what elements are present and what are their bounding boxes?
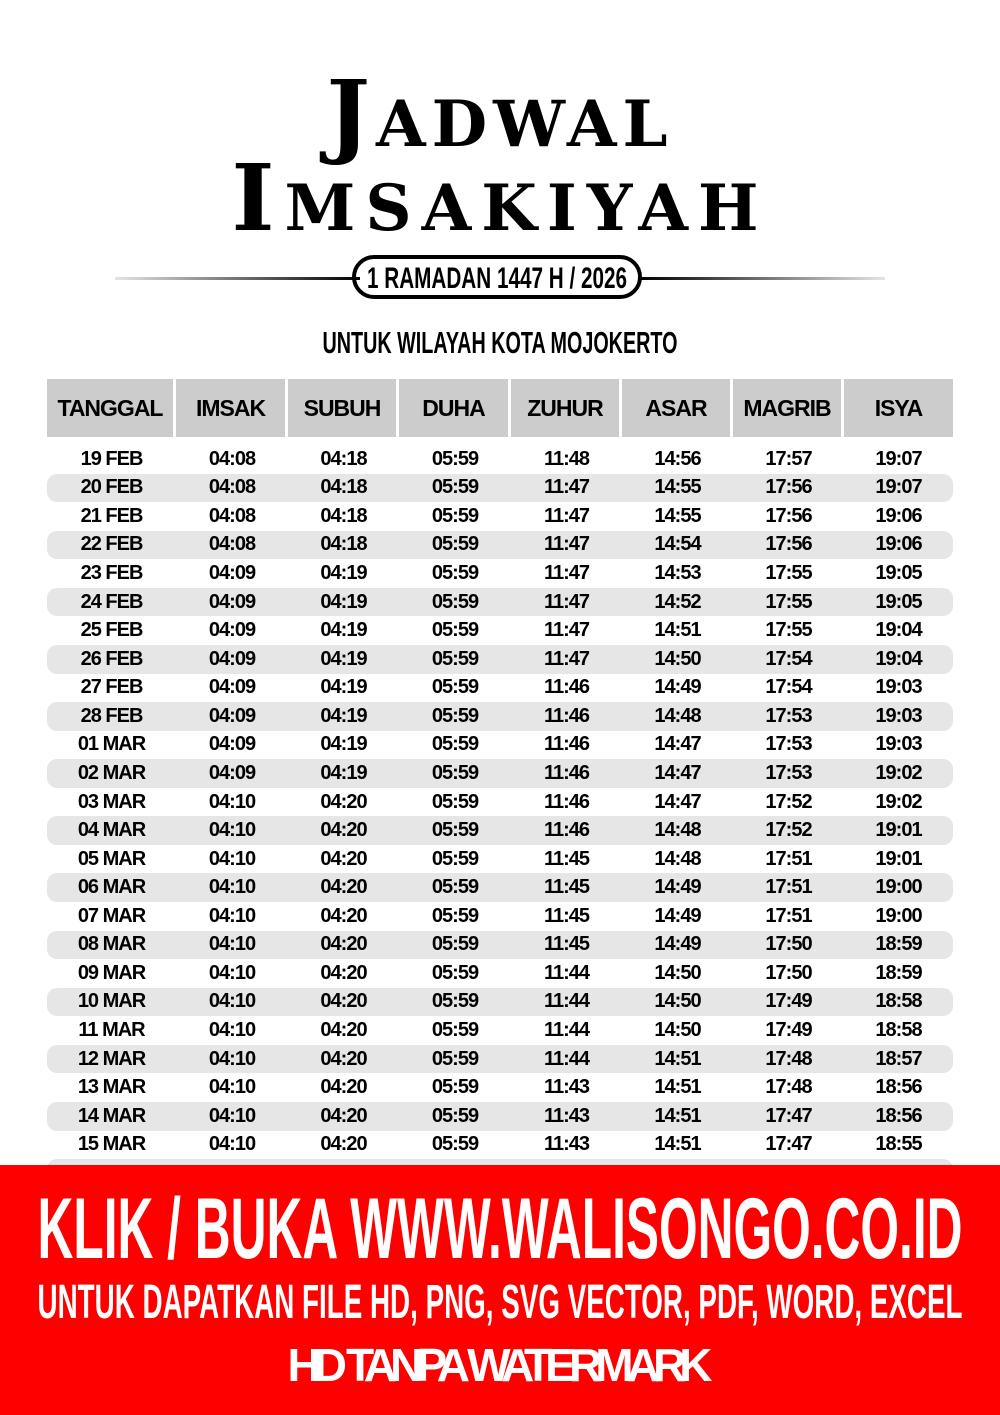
cell-asar: 14:51 [654, 1133, 701, 1156]
cell-tanggal: 23 FEB [80, 562, 143, 585]
cell-tanggal: 07 MAR [77, 904, 146, 927]
cell-duha: 05:59 [431, 761, 479, 784]
cell-imsak: 04:09 [208, 733, 256, 756]
table-row [47, 445, 953, 474]
cell-isya: 18:59 [875, 933, 922, 956]
cell-duha: 05:59 [431, 504, 479, 527]
cell-asar: 14:49 [654, 676, 701, 699]
cell-asar: 14:51 [654, 619, 701, 642]
cell-imsak: 04:09 [208, 562, 256, 585]
cell-duha: 05:59 [431, 819, 479, 842]
banner-line-3-svg [0, 1337, 1000, 1392]
cell-duha: 05:59 [431, 733, 479, 756]
cell-imsak: 04:09 [208, 619, 256, 642]
cell-imsak: 04:08 [208, 533, 256, 556]
cell-zuhur: 11:46 [543, 819, 590, 842]
cell-subuh: 04:20 [320, 1019, 367, 1042]
column-header-duha: DUHA [399, 379, 508, 437]
cell-isya: 19:02 [875, 790, 922, 813]
cell-zuhur: 11:46 [543, 704, 590, 727]
cell-asar: 14:52 [654, 590, 701, 613]
table-row [47, 1016, 953, 1045]
cell-zuhur: 11:43 [543, 1104, 590, 1127]
table-row [47, 702, 953, 731]
cell-magrib: 17:53 [765, 761, 812, 784]
schedule-table-body [47, 445, 953, 1188]
cell-imsak: 04:09 [208, 590, 256, 613]
cell-zuhur: 11:47 [543, 647, 590, 670]
cell-tanggal: 19 FEB [80, 447, 143, 470]
cell-magrib: 17:52 [765, 790, 812, 813]
cell-subuh: 04:19 [320, 733, 367, 756]
cell-zuhur: 11:47 [543, 533, 590, 556]
cell-zuhur: 11:47 [543, 590, 590, 613]
cell-isya: 18:56 [875, 1076, 922, 1099]
cell-asar: 14:50 [654, 1019, 701, 1042]
cell-isya: 19:01 [875, 847, 922, 870]
cell-asar: 14:54 [654, 533, 701, 556]
cell-magrib: 17:48 [765, 1076, 812, 1099]
cell-zuhur: 11:44 [543, 1019, 590, 1042]
cell-subuh: 04:19 [320, 562, 367, 585]
cell-zuhur: 11:48 [543, 447, 590, 470]
cell-isya: 18:58 [875, 1019, 922, 1042]
cell-zuhur: 11:47 [543, 619, 590, 642]
cell-imsak: 04:09 [208, 676, 256, 699]
cell-subuh: 04:20 [320, 933, 367, 956]
divider-left [115, 277, 360, 280]
cell-zuhur: 11:45 [543, 933, 590, 956]
cell-duha: 05:59 [431, 790, 479, 813]
cell-imsak: 04:10 [208, 876, 256, 899]
cell-zuhur: 11:44 [543, 1047, 590, 1070]
cell-imsak: 04:10 [208, 1133, 256, 1156]
table-row [47, 788, 953, 817]
cell-tanggal: 21 FEB [80, 504, 143, 527]
table-row [47, 474, 953, 503]
cell-isya: 19:03 [875, 704, 922, 727]
cell-zuhur: 11:46 [543, 733, 590, 756]
promo-banner[interactable] [0, 1165, 1000, 1415]
cell-magrib: 17:47 [765, 1133, 812, 1156]
cell-isya: 18:59 [875, 961, 922, 984]
table-row [47, 588, 953, 617]
cell-magrib: 17:52 [765, 819, 812, 842]
cell-isya: 18:57 [875, 1047, 922, 1070]
cell-subuh: 04:19 [320, 761, 367, 784]
cell-magrib: 17:55 [765, 562, 812, 585]
cell-zuhur: 11:47 [543, 476, 590, 499]
table-row [47, 502, 953, 531]
table-row [47, 731, 953, 760]
cell-imsak: 04:10 [208, 961, 256, 984]
cell-subuh: 04:19 [320, 704, 367, 727]
cell-isya: 19:04 [875, 619, 922, 642]
cell-subuh: 04:18 [320, 504, 367, 527]
table-row [47, 674, 953, 703]
cell-magrib: 17:57 [765, 447, 812, 470]
cell-asar: 14:50 [654, 647, 701, 670]
cell-duha: 05:59 [431, 1104, 479, 1127]
cell-isya: 19:04 [875, 647, 922, 670]
cell-duha: 05:59 [431, 904, 479, 927]
table-row [47, 873, 953, 902]
cell-magrib: 17:51 [765, 904, 812, 927]
region-text: UNTUK WILAYAH KOTA MOJOKERTO [322, 325, 678, 360]
cell-imsak: 04:10 [208, 1104, 256, 1127]
cell-imsak: 04:09 [208, 647, 256, 670]
cell-tanggal: 20 FEB [80, 476, 143, 499]
cell-subuh: 04:20 [320, 1076, 367, 1099]
cell-isya: 19:07 [875, 476, 922, 499]
cell-subuh: 04:20 [320, 790, 367, 813]
cell-magrib: 17:50 [765, 933, 812, 956]
cell-zuhur: 11:43 [543, 1133, 590, 1156]
cell-subuh: 04:19 [320, 619, 367, 642]
cell-asar: 14:53 [654, 562, 701, 585]
cell-zuhur: 11:46 [543, 761, 590, 784]
table-row [47, 559, 953, 588]
cell-asar: 14:51 [654, 1076, 701, 1099]
column-header-subuh: SUBUH [288, 379, 396, 437]
cell-subuh: 04:19 [320, 647, 367, 670]
cell-tanggal: 04 MAR [77, 819, 146, 842]
table-row [47, 759, 953, 788]
cell-duha: 05:59 [431, 533, 479, 556]
cell-isya: 19:05 [875, 590, 922, 613]
cell-magrib: 17:51 [765, 876, 812, 899]
cell-magrib: 17:54 [765, 676, 812, 699]
cell-subuh: 04:20 [320, 847, 367, 870]
region-subtitle [0, 322, 1000, 362]
cell-magrib: 17:54 [765, 647, 812, 670]
cell-magrib: 17:48 [765, 1047, 812, 1070]
cell-tanggal: 05 MAR [77, 847, 146, 870]
cell-duha: 05:59 [431, 1019, 479, 1042]
table-row [47, 616, 953, 645]
table-row [47, 531, 953, 560]
table-row [47, 1102, 953, 1131]
cell-asar: 14:50 [654, 961, 701, 984]
cell-asar: 14:56 [654, 447, 701, 470]
date-badge [352, 255, 642, 299]
cell-zuhur: 11:47 [543, 504, 590, 527]
cell-duha: 05:59 [431, 647, 479, 670]
cell-asar: 14:47 [654, 733, 701, 756]
table-row [47, 902, 953, 931]
cell-imsak: 04:08 [208, 504, 256, 527]
table-row [47, 845, 953, 874]
cell-asar: 14:48 [654, 847, 701, 870]
cell-subuh: 04:20 [320, 904, 367, 927]
table-row [47, 931, 953, 960]
cell-asar: 14:47 [654, 790, 701, 813]
cell-duha: 05:59 [431, 676, 479, 699]
cell-subuh: 04:20 [320, 1047, 367, 1070]
banner-line-1-svg[interactable] [0, 1181, 1000, 1277]
cell-duha: 05:59 [431, 447, 479, 470]
cell-duha: 05:59 [431, 876, 479, 899]
cell-duha: 05:59 [431, 562, 479, 585]
banner-line-2: UNTUK DAPATKAN FILE HD, PNG, SVG VECTOR, PDF, WORD, EXCEL [37, 1276, 963, 1329]
table-row [47, 1073, 953, 1102]
cell-imsak: 04:08 [208, 476, 256, 499]
cell-magrib: 17:53 [765, 733, 812, 756]
table-header [47, 379, 953, 437]
cell-magrib: 17:50 [765, 961, 812, 984]
cell-tanggal: 13 MAR [77, 1076, 146, 1099]
cell-tanggal: 15 MAR [77, 1133, 146, 1156]
cell-magrib: 17:56 [765, 476, 812, 499]
date-badge-svg [356, 259, 638, 295]
cell-imsak: 04:10 [208, 847, 256, 870]
cell-tanggal: 06 MAR [77, 876, 146, 899]
cell-magrib: 17:49 [765, 1019, 812, 1042]
cell-asar: 14:49 [654, 933, 701, 956]
banner-line-1[interactable]: KLIK / BUKA WWW.WALISONGO.CO.ID [37, 1181, 963, 1277]
cell-tanggal: 28 FEB [80, 704, 143, 727]
cell-magrib: 17:53 [765, 704, 812, 727]
cell-isya: 19:03 [875, 733, 922, 756]
cell-asar: 14:51 [654, 1047, 701, 1070]
cell-isya: 19:06 [875, 504, 922, 527]
column-header-zuhur: ZUHUR [511, 379, 619, 437]
cell-isya: 19:01 [875, 819, 922, 842]
cell-subuh: 04:19 [320, 590, 367, 613]
cell-magrib: 17:56 [765, 533, 812, 556]
table-row [47, 988, 953, 1017]
cell-tanggal: 26 FEB [80, 647, 143, 670]
banner-line-2-svg [0, 1273, 1000, 1328]
cell-subuh: 04:18 [320, 533, 367, 556]
cell-duha: 05:59 [431, 704, 479, 727]
cell-subuh: 04:20 [320, 990, 367, 1013]
cell-tanggal: 02 MAR [77, 761, 146, 784]
cell-subuh: 04:20 [320, 876, 367, 899]
title-imsakiyah: Imsakiyah [231, 144, 769, 252]
cell-imsak: 04:10 [208, 1076, 256, 1099]
cell-isya: 19:06 [875, 533, 922, 556]
cell-imsak: 04:10 [208, 1047, 256, 1070]
cell-isya: 19:00 [875, 876, 922, 899]
cell-duha: 05:59 [431, 1076, 479, 1099]
cell-tanggal: 12 MAR [77, 1047, 146, 1070]
banner-line-3: HD TANPA WATERMARK [287, 1339, 713, 1391]
cell-isya: 19:05 [875, 562, 922, 585]
column-header-tanggal: TANGGAL [47, 379, 173, 437]
cell-magrib: 17:51 [765, 847, 812, 870]
cell-asar: 14:50 [654, 990, 701, 1013]
cell-zuhur: 11:45 [543, 904, 590, 927]
cell-subuh: 04:20 [320, 1104, 367, 1127]
cell-isya: 18:56 [875, 1104, 922, 1127]
cell-imsak: 04:09 [208, 761, 256, 784]
cell-duha: 05:59 [431, 990, 479, 1013]
cell-asar: 14:49 [654, 904, 701, 927]
table-row [47, 959, 953, 988]
title-jadwal: Jadwal [326, 60, 674, 168]
table-row [47, 816, 953, 845]
cell-magrib: 17:49 [765, 990, 812, 1013]
cell-duha: 05:59 [431, 933, 479, 956]
cell-isya: 19:00 [875, 904, 922, 927]
cell-zuhur: 11:45 [543, 876, 590, 899]
column-header-asar: ASAR [622, 379, 730, 437]
cell-isya: 18:58 [875, 990, 922, 1013]
column-header-imsak: IMSAK [176, 379, 285, 437]
cell-imsak: 04:10 [208, 819, 256, 842]
cell-isya: 18:55 [875, 1133, 922, 1156]
cell-magrib: 17:55 [765, 619, 812, 642]
cell-magrib: 17:55 [765, 590, 812, 613]
cell-asar: 14:55 [654, 504, 701, 527]
cell-magrib: 17:56 [765, 504, 812, 527]
cell-zuhur: 11:45 [543, 847, 590, 870]
column-header-magrib: MAGRIB [733, 379, 841, 437]
cell-tanggal: 25 FEB [80, 619, 143, 642]
cell-magrib: 17:47 [765, 1104, 812, 1127]
cell-tanggal: 03 MAR [77, 790, 146, 813]
cell-asar: 14:51 [654, 1104, 701, 1127]
cell-duha: 05:59 [431, 590, 479, 613]
cell-isya: 19:07 [875, 447, 922, 470]
cell-duha: 05:59 [431, 1047, 479, 1070]
cell-imsak: 04:09 [208, 704, 256, 727]
table-row [47, 1131, 953, 1160]
cell-tanggal: 27 FEB [80, 676, 143, 699]
cell-duha: 05:59 [431, 1133, 479, 1156]
cell-subuh: 04:19 [320, 676, 367, 699]
cell-asar: 14:48 [654, 819, 701, 842]
cell-subuh: 04:20 [320, 961, 367, 984]
cell-tanggal: 14 MAR [77, 1104, 146, 1127]
cell-duha: 05:59 [431, 476, 479, 499]
cell-tanggal: 08 MAR [77, 933, 146, 956]
divider-right [640, 277, 885, 280]
cell-zuhur: 11:43 [543, 1076, 590, 1099]
cell-asar: 14:48 [654, 704, 701, 727]
cell-zuhur: 11:44 [543, 961, 590, 984]
cell-tanggal: 09 MAR [77, 961, 146, 984]
cell-isya: 19:02 [875, 761, 922, 784]
cell-imsak: 04:08 [208, 447, 256, 470]
cell-asar: 14:55 [654, 476, 701, 499]
cell-subuh: 04:20 [320, 1133, 367, 1156]
date-badge-text: 1 RAMADAN 1447 H / 2026 [367, 262, 627, 295]
cell-tanggal: 11 MAR [78, 1019, 145, 1042]
cell-tanggal: 22 FEB [80, 533, 143, 556]
cell-tanggal: 01 MAR [77, 733, 146, 756]
cell-zuhur: 11:46 [543, 676, 590, 699]
cell-zuhur: 11:47 [543, 562, 590, 585]
cell-imsak: 04:10 [208, 904, 256, 927]
table-row [47, 645, 953, 674]
cell-subuh: 04:18 [320, 476, 367, 499]
cell-zuhur: 11:44 [543, 990, 590, 1013]
cell-duha: 05:59 [431, 961, 479, 984]
cell-imsak: 04:10 [208, 790, 256, 813]
table-row [47, 1045, 953, 1074]
cell-asar: 14:49 [654, 876, 701, 899]
cell-subuh: 04:18 [320, 447, 367, 470]
cell-duha: 05:59 [431, 619, 479, 642]
column-header-isya: ISYA [844, 379, 953, 437]
cell-imsak: 04:10 [208, 1019, 256, 1042]
cell-tanggal: 10 MAR [77, 990, 146, 1013]
cell-duha: 05:59 [431, 847, 479, 870]
cell-asar: 14:47 [654, 761, 701, 784]
cell-subuh: 04:20 [320, 819, 367, 842]
cell-tanggal: 24 FEB [80, 590, 143, 613]
cell-imsak: 04:10 [208, 933, 256, 956]
cell-zuhur: 11:46 [543, 790, 590, 813]
cell-isya: 19:03 [875, 676, 922, 699]
cell-imsak: 04:10 [208, 990, 256, 1013]
